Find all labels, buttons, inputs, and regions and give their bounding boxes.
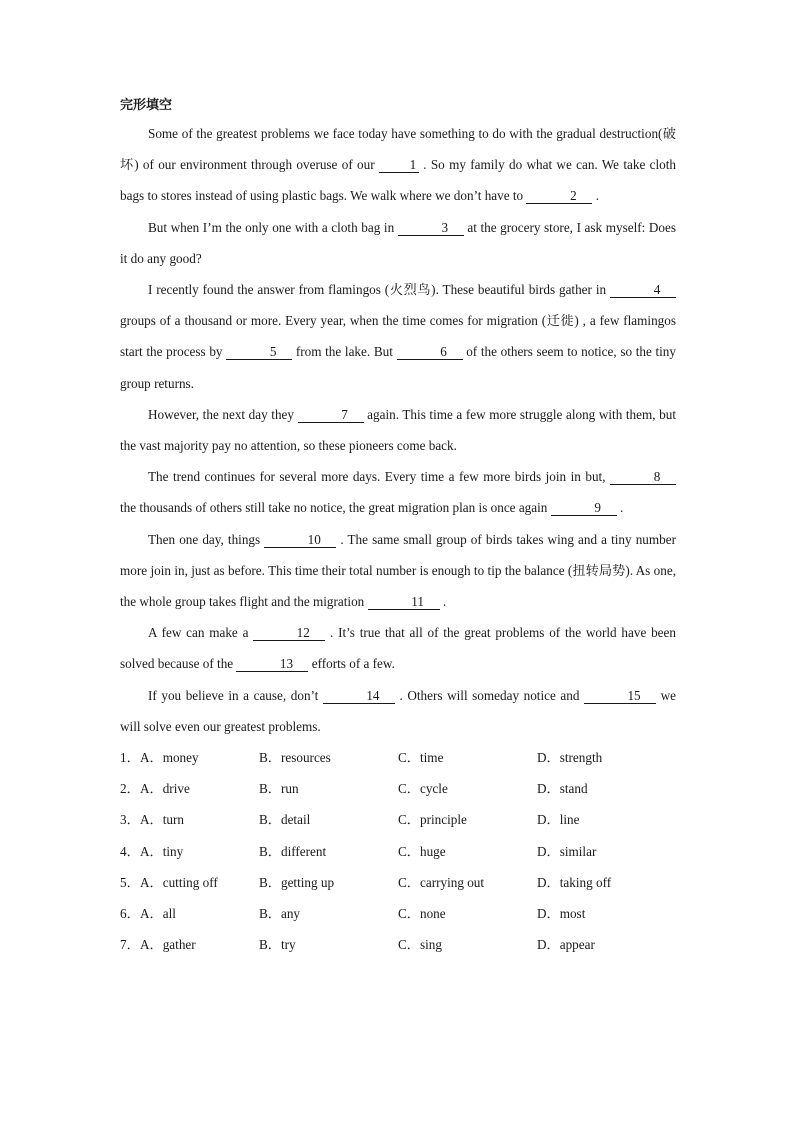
passage-paragraph	[120, 461, 676, 523]
passage-text: If you believe in a cause, don’t	[148, 687, 323, 703]
passage-text: groups of a thousand or more. Every year, when the time comes for migration (迁徙) , a few flamingos start the process by	[120, 313, 676, 360]
blank-1[interactable]: 1	[379, 158, 419, 173]
question-number: 7．	[120, 937, 140, 953]
passage-text: .	[616, 500, 624, 516]
answer-options	[120, 742, 676, 960]
blank-6[interactable]: 6	[397, 345, 463, 360]
passage-paragraph	[120, 274, 676, 399]
blank-2[interactable]: 2	[526, 189, 592, 204]
question-number: 6．	[120, 906, 140, 922]
blank-14[interactable]: 14	[323, 689, 395, 704]
question-number: 3．	[120, 812, 140, 828]
answer-option[interactable]: C．huge	[398, 843, 446, 859]
answer-option[interactable]: A．cutting off	[140, 874, 218, 890]
passage-text: I recently found the answer from flamingos (火烈鸟). These beautiful birds gather in	[148, 282, 610, 298]
passage-text: . So my family do what we can. We take cloth bags to stores instead of using plastic bags. We walk where we don’t have to	[120, 157, 676, 204]
answer-option[interactable]: C．none	[398, 906, 446, 922]
question-number: 2．	[120, 781, 140, 797]
passage-text: .	[439, 594, 447, 610]
passage-text: from the lake. But	[292, 344, 397, 360]
question-row	[120, 773, 676, 804]
answer-option[interactable]: C．time	[398, 750, 444, 766]
passage-paragraph	[120, 118, 676, 212]
blank-8[interactable]: 8	[610, 470, 676, 485]
question-row	[120, 742, 676, 773]
question-number: 1．	[120, 750, 140, 766]
passage-text: Then one day, things	[148, 531, 265, 547]
blank-13[interactable]: 13	[236, 657, 308, 672]
question-row	[120, 929, 676, 960]
answer-option[interactable]: B．detail	[259, 812, 311, 828]
answer-option[interactable]: A．all	[140, 906, 176, 922]
passage-text: A few can make a	[148, 625, 254, 641]
blank-10[interactable]: 10	[264, 533, 336, 548]
question-number: 5．	[120, 874, 140, 890]
passage-paragraph	[120, 399, 676, 461]
answer-option[interactable]: B．try	[259, 937, 296, 953]
answer-option[interactable]: A．drive	[140, 781, 190, 797]
passage-text: Some of the greatest problems we face today have something to do with the gradual destruction(破坏) of our environment through overuse of our	[120, 126, 676, 173]
question-row	[120, 898, 676, 929]
answer-option[interactable]: B．getting up	[259, 874, 335, 890]
document-page	[120, 96, 676, 960]
question-row	[120, 867, 676, 898]
answer-option[interactable]: D．most	[537, 906, 586, 922]
answer-option[interactable]: A．gather	[140, 937, 196, 953]
answer-option[interactable]: B．any	[259, 906, 301, 922]
cloze-passage	[120, 118, 676, 742]
answer-option[interactable]: D．taking off	[537, 874, 612, 890]
passage-text: The trend continues for several more days. Every time a few more birds join in but,	[148, 469, 610, 485]
passage-text: . The same small group of birds takes wing and a tiny number more join in, just as before. This time their total number is enough to tip the balance (扭转局势). As one, the whole group takes flight and the migration	[120, 531, 676, 610]
passage-text: again. This time a few more struggle along with them, but the vast majority pay no attention, so these pioneers come back.	[120, 406, 676, 454]
blank-15[interactable]: 15	[584, 689, 656, 704]
blank-12[interactable]: 12	[253, 626, 325, 641]
answer-option[interactable]: D．similar	[537, 843, 597, 859]
answer-option[interactable]: A．turn	[140, 812, 184, 828]
answer-option[interactable]: C．principle	[398, 812, 467, 828]
question-row	[120, 804, 676, 835]
answer-option[interactable]: B．run	[259, 781, 299, 797]
passage-paragraph	[120, 680, 676, 742]
blank-9[interactable]: 9	[551, 501, 617, 516]
passage-text: However, the next day they	[148, 406, 298, 422]
blank-3[interactable]: 3	[398, 221, 464, 236]
answer-option[interactable]: B．different	[259, 843, 327, 859]
answer-option[interactable]: D．line	[537, 812, 580, 828]
answer-option[interactable]: A．tiny	[140, 843, 184, 859]
answer-option[interactable]: C．cycle	[398, 781, 448, 797]
blank-11[interactable]: 11	[368, 595, 440, 610]
passage-paragraph	[120, 212, 676, 274]
passage-text: of the others seem to notice, so the tiny group returns.	[120, 344, 676, 391]
blank-7[interactable]: 7	[298, 408, 364, 423]
answer-option[interactable]: D．appear	[537, 937, 595, 953]
passage-text: we will solve even our greatest problems.	[120, 687, 676, 734]
passage-text: the thousands of others still take no notice, the great migration plan is once again	[120, 500, 551, 516]
passage-paragraph	[120, 617, 676, 679]
question-number: 4．	[120, 843, 140, 859]
passage-text: . It’s true that all of the great problems of the world have been solved because of the	[120, 625, 676, 672]
blank-4[interactable]: 4	[610, 283, 676, 298]
answer-option[interactable]: C．sing	[398, 937, 442, 953]
answer-option[interactable]: A．money	[140, 750, 199, 766]
blank-5[interactable]: 5	[226, 345, 292, 360]
passage-text: at the grocery store, I ask myself: Does it do any good?	[120, 219, 676, 266]
passage-text: .	[592, 188, 600, 204]
answer-option[interactable]: B．resources	[259, 750, 331, 766]
passage-text: But when I’m the only one with a cloth bag in	[148, 219, 398, 235]
passage-paragraph	[120, 524, 676, 618]
answer-option[interactable]: C．carrying out	[398, 874, 485, 890]
answer-option[interactable]: D．strength	[537, 750, 603, 766]
question-row	[120, 836, 676, 867]
section-title: 完形填空	[120, 98, 173, 113]
passage-text: efforts of a few.	[308, 656, 395, 672]
answer-option[interactable]: D．stand	[537, 781, 588, 797]
passage-text: . Others will someday notice and	[394, 687, 585, 703]
